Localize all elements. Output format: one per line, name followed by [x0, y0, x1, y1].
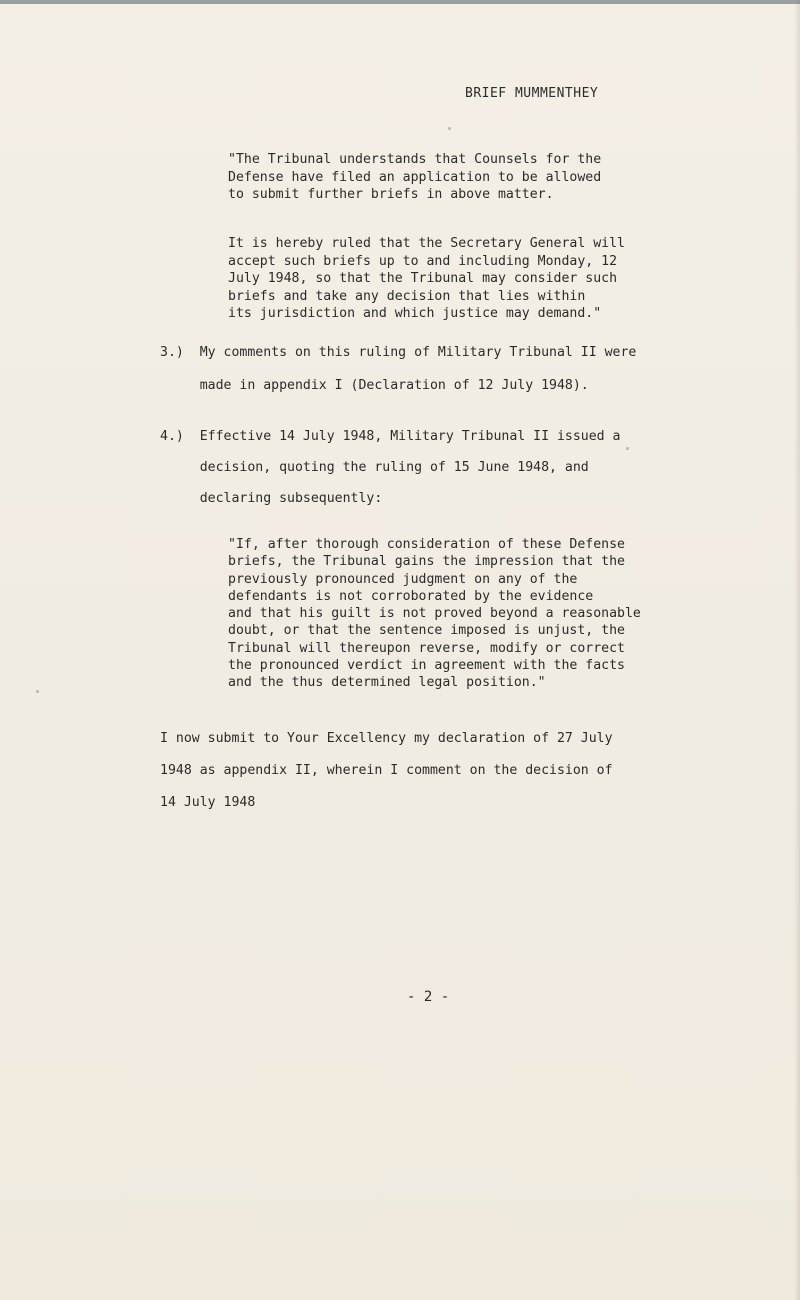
- scan-top-edge: [0, 0, 800, 4]
- quote2-line: previously pronounced judgment on any of the: [228, 571, 578, 587]
- quote1b-line: July 1948, so that the Tribunal may consider such: [228, 271, 618, 286]
- quote1-line: "The Tribunal understands that Counsels for the: [228, 152, 602, 167]
- quote2-line: the pronounced verdict in agreement with the facts: [228, 658, 625, 674]
- closing-line: 1948 as appendix II, wherein I comment on the decision of: [160, 763, 613, 778]
- closing-line: 14 July 1948: [160, 795, 256, 810]
- paragraph3-line: 3.) My comments on this ruling of Military Tribunal II were: [160, 345, 637, 360]
- quote2-line: briefs, the Tribunal gains the impression that the: [228, 554, 625, 570]
- quote1b-line: It is hereby ruled that the Secretary General will: [228, 236, 625, 251]
- quote1b-line: accept such briefs up to and including Monday, 12: [228, 253, 618, 269]
- paragraph4-line: 4.) Effective 14 July 1948, Military Tribunal II issued a: [160, 429, 621, 444]
- page-header-title: BRIEF MUMMENTHEY: [465, 86, 599, 101]
- quote2-line: doubt, or that the sentence imposed is unjust, the: [228, 623, 625, 639]
- scan-right-edge: [794, 0, 800, 1300]
- paper-speck: [448, 127, 451, 130]
- quote2-line: defendants is not corroborated by the evidence: [228, 588, 594, 604]
- quote1b-line: its jurisdiction and which justice may demand.": [228, 306, 602, 321]
- quote-ruling-part2: [228, 235, 625, 323]
- quote-ruling-part1: [228, 151, 601, 204]
- paragraph3-line: made in appendix I (Declaration of 12 July 1948).: [160, 378, 589, 393]
- closing-paragraph: [160, 723, 613, 819]
- closing-line: I now submit to Your Excellency my declaration of 27 July: [160, 731, 613, 746]
- paragraph-4: [160, 421, 621, 514]
- paragraph-3: [160, 336, 636, 402]
- quote2-line: and that his guilt is not proved beyond a reasonable: [228, 606, 641, 622]
- quote1-line: to submit further briefs in above matter.: [228, 187, 554, 202]
- page-number: - 2 -: [407, 989, 450, 1005]
- paper-speck: [36, 690, 39, 693]
- quote-decision: [228, 536, 641, 692]
- paper-speck: [626, 447, 629, 450]
- quote2-line: and the thus determined legal position.": [228, 675, 546, 691]
- quote2-line: "If, after thorough consideration of these Defense: [228, 537, 625, 552]
- paragraph4-line: declaring subsequently:: [160, 491, 383, 506]
- quote1-line: Defense have filed an application to be allowed: [228, 169, 602, 185]
- paragraph4-line: decision, quoting the ruling of 15 June 1948, and: [160, 460, 589, 475]
- quote1b-line: briefs and take any decision that lies within: [228, 288, 586, 304]
- quote2-line: Tribunal will thereupon reverse, modify or correct: [228, 640, 625, 656]
